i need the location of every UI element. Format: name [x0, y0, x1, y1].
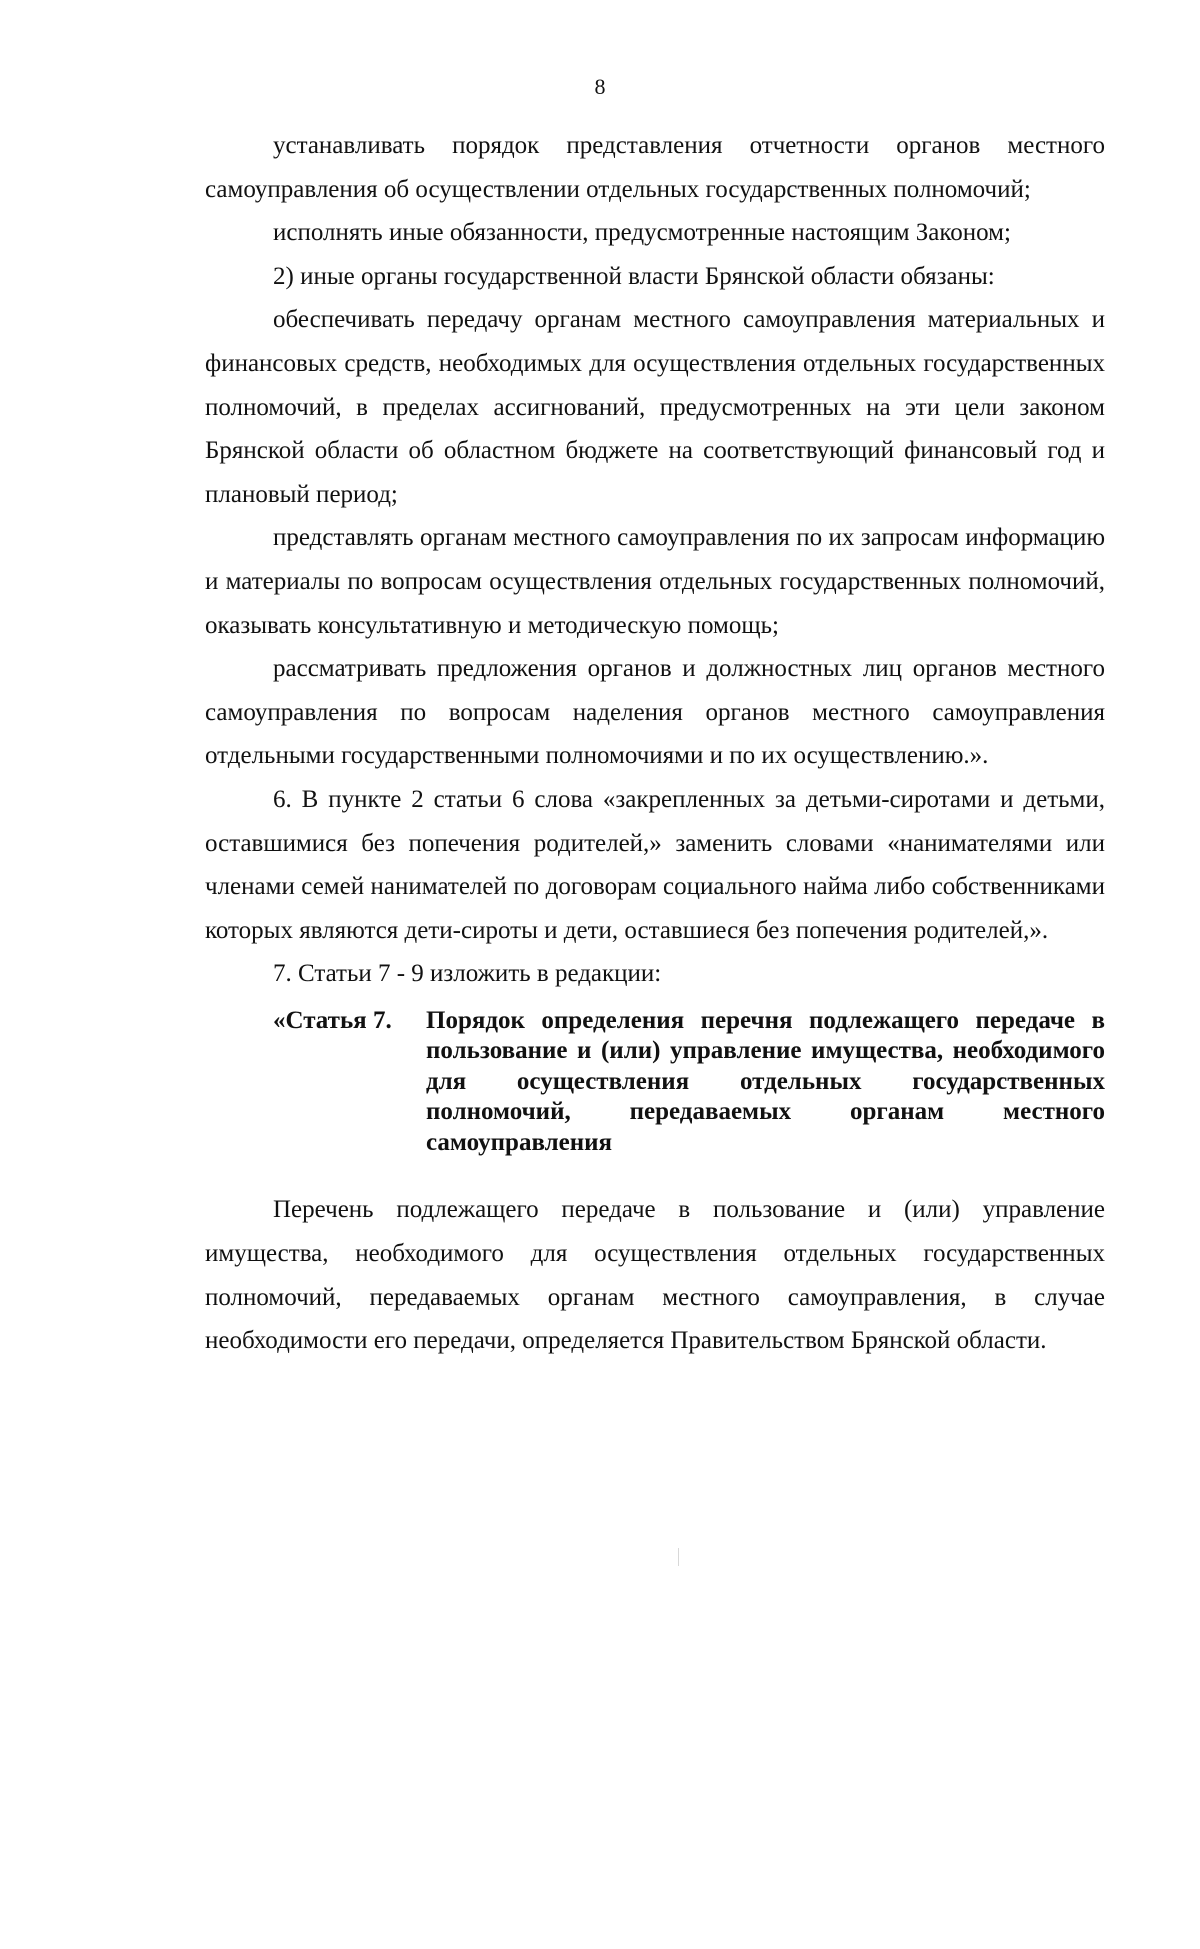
document-body — [205, 124, 1105, 1363]
paragraph-other-duties: исполнять иные обязанности, предусмотренные настоящим Законом; — [273, 219, 1011, 247]
paragraph-provide-info: представлять органам местного самоуправления по их запросам информацию и материалы по вопросам осуществления отдельных государственных полномочий, оказывать консультативную и методическую помощь; — [205, 524, 1105, 639]
paragraph-reporting: устанавливать порядок представления отчетности органов местного самоуправления об осуществлении отдельных государственных полномочий; — [205, 132, 1105, 203]
paragraph-item-6: 6. В пункте 2 статьи 6 слова «закрепленных за детьми-сиротами и детьми, оставшимися без попечения родителей,» заменить словами «нанимателями или членами семей нанимателей по договорам социального найма либо собственниками которых являются дети-сироты и дети, оставшиеся без попечения родителей,». — [205, 785, 1105, 944]
paragraph-ensure-transfer: обеспечивать передачу органам местного самоуправления материальных и финансовых средств, необходимых для осуществления отдельных государственных полномочий, в пределах ассигнований, предусмотренных на эти цели законом Брянской области об областном бюджете на соответствующий финансовый год и плановый период; — [205, 306, 1105, 508]
scan-mark — [678, 1548, 679, 1566]
page-number: 8 — [594, 74, 606, 99]
article-title: Порядок определения перечня подлежащего передаче в пользование и (или) управление имущества, необходимого для осуществления отдельных государственных полномочий, передаваемых органам местного самоуправления — [426, 1006, 1105, 1156]
paragraph-other-bodies: 2) иные органы государственной власти Брянской области обязаны: — [273, 262, 995, 290]
paragraph-article-7-text: Перечень подлежащего передаче в пользование и (или) управление имущества, необходимого для осуществления отдельных государственных полномочий, передаваемых органам местного самоуправления, в случае необходимости его передачи, определяется Правительством Брянской области. — [205, 1196, 1105, 1355]
article-heading — [205, 1006, 1105, 1159]
paragraph-consider-proposals: рассматривать предложения органов и должностных лиц органов местного самоуправления по вопросам наделения органов местного самоуправления отдельными государственными полномочиями и по их осуществлению.». — [205, 655, 1105, 770]
paragraph-item-7: 7. Статьи 7 - 9 изложить в редакции: — [273, 960, 662, 988]
article-number: «Статья 7. — [273, 1006, 392, 1034]
